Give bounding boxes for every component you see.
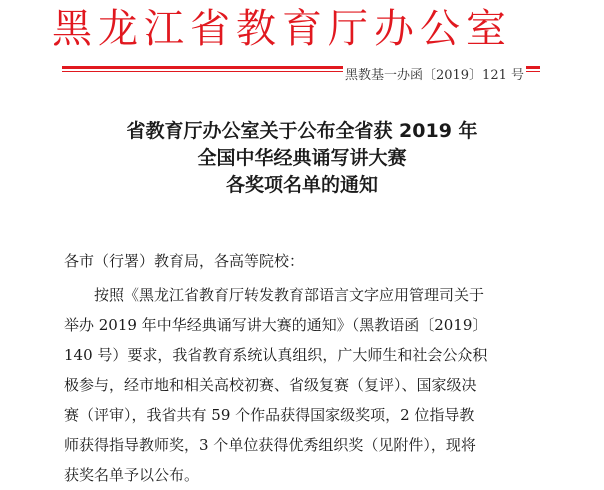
- salutation: 各市（行署）教育局，各高等院校：: [64, 252, 305, 270]
- title-line: 各奖项名单的通知: [225, 174, 378, 196]
- issuer-header: 黑龙江省教育厅办公室: [52, 6, 512, 52]
- body-paragraph: [64, 280, 544, 490]
- title-line: 省教育厅办公室关于公布全省获 2019 年: [126, 120, 478, 142]
- body-line: 获奖名单予以公布。: [64, 466, 200, 484]
- document-title: [0, 118, 604, 199]
- body-line: 举办 2019 年中华经典诵写讲大赛的通知》（黑教语函〔2019〕: [64, 316, 488, 334]
- title-line: 全国中华经典诵写讲大赛: [197, 147, 407, 169]
- body-line: 极参与，经市地和相关高校初赛、省级复赛（复评）、国家级决: [64, 376, 477, 394]
- body-line: 赛（评审），我省共有 59 个作品获得国家级奖项，2 位指导教: [64, 406, 475, 424]
- document-number: 黑教基一办函〔2019〕121 号: [343, 64, 526, 83]
- body-line: 按照《黑龙江省教育厅转发教育部语言文字应用管理司关于: [94, 286, 485, 304]
- body-line: 140 号）要求，我省教育系统认真组织，广大师生和社会公众积: [64, 346, 488, 364]
- body-line: 师获得指导教师奖，3 个单位获得优秀组织奖（见附件），现将: [64, 436, 476, 454]
